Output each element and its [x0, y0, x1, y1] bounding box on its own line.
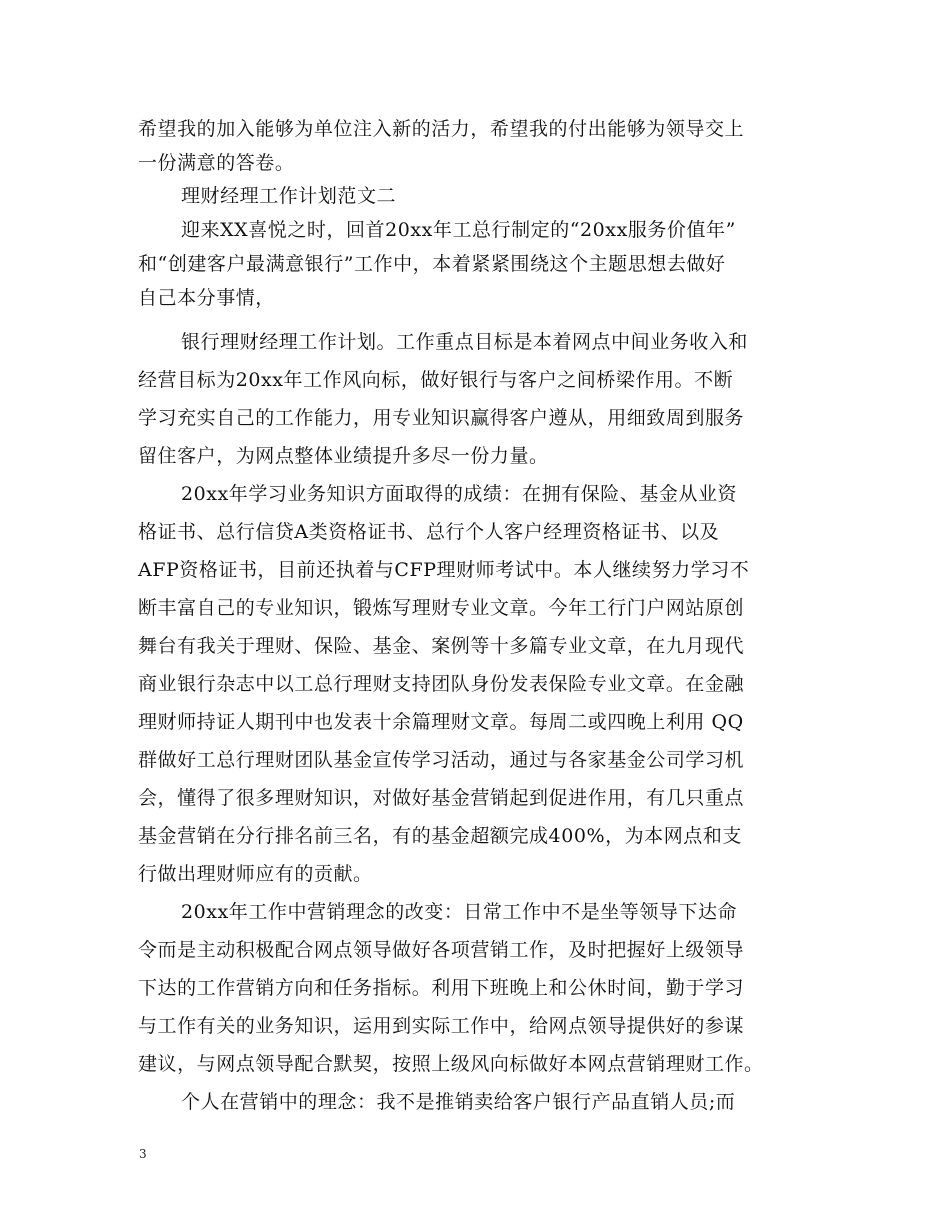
text-line: 群做好工总行理财团队基金宣传学习活动，通过与各家基金公司学习机 [138, 749, 745, 771]
text-line: 基金营销在分行排名前三名，有的基金超额完成400%，为本网点和支 [138, 825, 742, 847]
text-line: 和“创建客户最满意银行”工作中，本着紧紧围绕这个主题思想去做好 [138, 253, 726, 275]
text-line: 20xx年学习业务知识方面取得的成绩：在拥有保险、基金从业资 [181, 483, 738, 505]
page-number: 3 [139, 1147, 147, 1161]
text-line: 希望我的加入能够为单位注入新的活力，希望我的付出能够为领导交上 [138, 118, 745, 140]
text-line: 自己本分事情， [138, 287, 275, 309]
text-line: 经营目标为20xx年工作风向标，做好银行与客户之间桥梁作用。不断 [138, 369, 734, 391]
section-heading: 理财经理工作计划范文二 [181, 185, 397, 207]
text-line: 格证书、总行信贷A类资格证书、总行个人客户经理资格证书、以及 [138, 521, 720, 543]
text-line: 舞台有我关于理财、保险、基金、案例等十多篇专业文章，在九月现代 [138, 635, 745, 657]
text-line: 个人在营销中的理念：我不是推销卖给客户银行产品直销人员;而 [181, 1091, 736, 1113]
text-line: 令而是主动积极配合网点领导做好各项营销工作，及时把握好上级领导 [138, 939, 745, 961]
text-line: 银行理财经理工作计划。工作重点目标是本着网点中间业务收入和 [181, 331, 748, 353]
text-line: 会，懂得了很多理财知识，对做好基金营销起到促进作用，有几只重点 [138, 787, 745, 809]
text-line: 断丰富自己的专业知识，锻炼写理财专业文章。今年工行门户网站原创 [138, 597, 745, 619]
text-line: 学习充实自己的工作能力，用专业知识赢得客户遵从，用细致周到服务 [138, 407, 745, 429]
text-line: 行做出理财师应有的贡献。 [138, 863, 373, 885]
text-line: AFP资格证书，目前还执着与CFP理财师考试中。本人继续努力学习不 [138, 559, 750, 581]
text-line: 留住客户，为网点整体业绩提升多尽一份力量。 [138, 445, 549, 467]
text-line: 与工作有关的业务知识，运用到实际工作中，给网点领导提供好的参谋 [138, 1015, 745, 1037]
text-line: 建议，与网点领导配合默契，按照上级风向标做好本网点营销理财工作。 [138, 1053, 764, 1075]
text-line: 一份满意的答卷。 [138, 152, 295, 174]
text-line: 商业银行杂志中以工总行理财支持团队身份发表保险专业文章。在金融 [138, 673, 745, 695]
text-line: 20xx年工作中营销理念的改变：日常工作中不是坐等领导下达命 [181, 901, 738, 923]
text-line: 下达的工作营销方向和任务指标。利用下班晚上和公休时间，勤于学习 [138, 977, 745, 999]
text-line: 理财师持证人期刊中也发表十余篇理财文章。每周二或四晚上利用 QQ [138, 711, 744, 733]
text-line: 迎来XX喜悦之时，回首20xx年工总行制定的“20xx服务价值年” [181, 219, 736, 241]
